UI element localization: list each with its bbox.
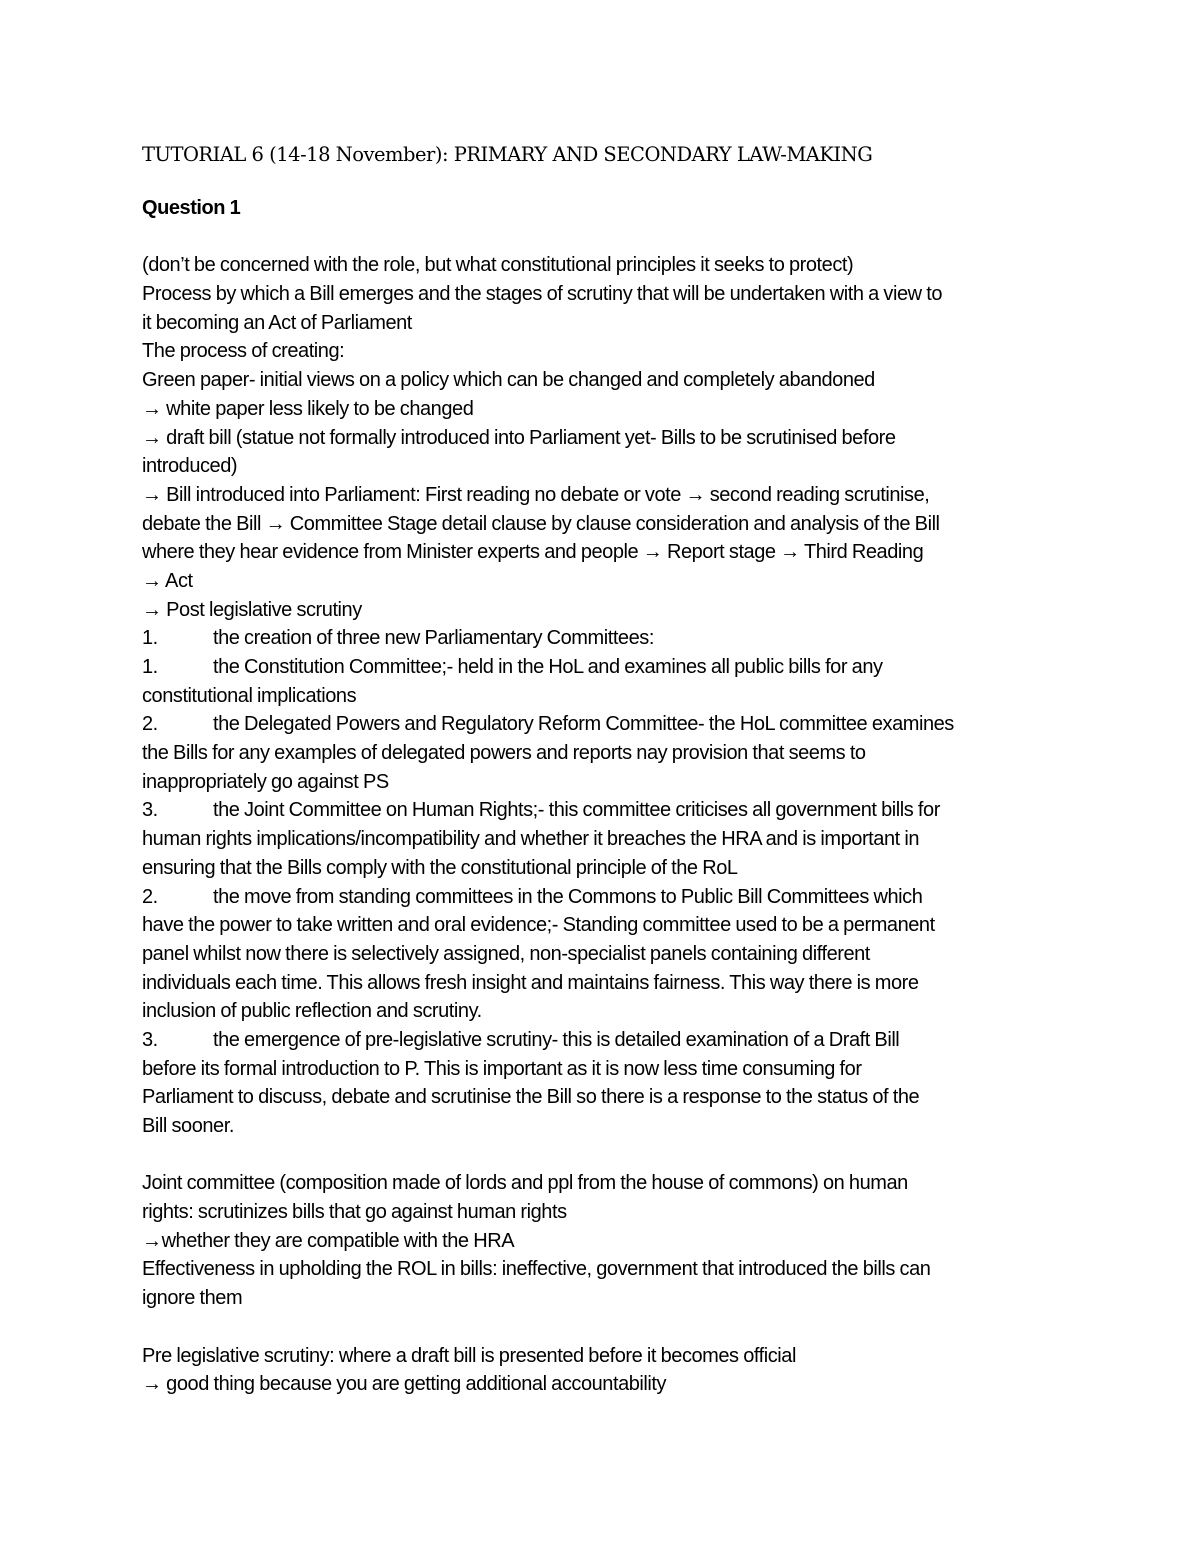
draft-bill-line-1: → draft bill (statue not formally introduced into Parliament yet- Bills to be scrutinised before [142,426,896,449]
list-item [142,653,1072,682]
list-text: have the power to take written and oral evidence;- Standing committee used to be a permanent [142,914,935,937]
list-number: 2. [142,713,158,736]
list-item [142,940,1072,969]
joint-committee-line-3-text: whether they are compatible with the HRA [161,1229,515,1252]
spacer [142,169,1072,194]
list-number: 2. [142,885,158,908]
bill-introduced-line-2: debate the Bill → Committee Stage detail clause by clause consideration and analysis of the Bill [142,512,940,535]
spacer [142,223,1072,252]
list-text: ensuring that the Bills comply with the constitutional principle of the RoL [142,856,738,879]
list-item [142,710,1072,739]
list-text: Bill sooner. [142,1115,234,1137]
bill-introduced-line-1: → Bill introduced into Parliament: First reading no debate or vote → second reading scrutinise, [142,483,930,506]
numbered-list [142,624,1072,1140]
list-item [142,1112,1072,1141]
list-number: 3. [142,1028,158,1051]
list-item [142,768,1072,797]
list-text: the emergence of pre-legislative scrutiny- this is detailed examination of a Draft Bill [213,1028,900,1051]
joint-committee-line-4: Effectiveness in upholding the ROL in bills: ineffective, government that introduced the bills can [142,1258,931,1281]
list-item [142,883,1072,912]
draft-bill-line-2: introduced) [142,455,238,478]
list-text: panel whilst now there is selectively assigned, non-specialist panels containing different [142,942,870,965]
list-item [142,911,1072,940]
list-text: Parliament to discuss, debate and scrutinise the Bill so there is a response to the status of the [142,1086,920,1109]
list-item [142,969,1072,998]
list-text: the Delegated Powers and Regulatory Reform Committee- the HoL committee examines [213,713,954,736]
list-item [142,624,1072,653]
list-text: before its formal introduction to P. This is important as it is now less time consuming for [142,1057,862,1080]
pre-legislative-line-2 [142,1370,1072,1399]
list-item [142,825,1072,854]
question-heading: Question 1 [142,197,241,219]
list-text: the move from standing committees in the Commons to Public Bill Committees which [213,885,923,908]
list-text: individuals each time. This allows fresh insight and maintains fairness. This way there is more [142,971,919,994]
list-item [142,739,1072,768]
list-item [142,1055,1072,1084]
intro-note: (don’t be concerned with the role, but what constitutional principles it seeks to protect) [142,254,854,277]
post-legislative-line: → Post legislative scrutiny [142,598,362,621]
bill-introduced-line-3: where they hear evidence from Minister experts and people → Report stage → Third Reading [142,541,924,564]
bill-introduced-line-4: → Act [142,569,193,592]
list-text: the Joint Committee on Human Rights;- this committee criticises all government bills for [213,799,940,822]
list-number: 3. [142,799,158,822]
process-line-1: Process by which a Bill emerges and the stages of scrutiny that will be undertaken with a view to [142,283,942,306]
process-of-creating: The process of creating: [142,340,345,363]
spacer [142,1141,1072,1170]
pre-legislative-line-2-text: good thing because you are getting additional accountability [166,1373,667,1396]
pre-legislative-line-1: Pre legislative scrutiny: where a draft bill is presented before it becomes official [142,1344,796,1367]
list-number: 1. [142,627,158,650]
list-text: inclusion of public reflection and scrutiny. [142,1000,482,1023]
list-item [142,1026,1072,1055]
document-title: TUTORIAL 6 (14-18 November): PRIMARY AND SECONDARY LAW-MAKING [142,143,873,166]
document-content [142,141,1072,1399]
joint-committee-line-3 [142,1227,1072,1256]
list-text: constitutional implications [142,684,357,707]
process-line-2: it becoming an Act of Parliament [142,311,412,334]
list-text: the Constitution Committee;- held in the HoL and examines all public bills for any [213,656,883,678]
list-item [142,682,1072,711]
document-body [142,169,1072,1399]
arrow-right-icon: → [142,1229,162,1252]
joint-committee-line-2: rights: scrutinizes bills that go against human rights [142,1201,567,1224]
list-text: human rights implications/incompatibility and whether it breaches the HRA and is important in [142,828,920,851]
green-paper-line: Green paper- initial views on a policy which can be changed and completely abandoned [142,369,875,392]
white-paper-line: → white paper less likely to be changed [142,397,474,420]
list-number: 1. [142,656,158,678]
list-item [142,854,1072,883]
list-text: the creation of three new Parliamentary Committees: [213,627,654,650]
joint-committee-line-1: Joint committee (composition made of lords and ppl from the house of commons) on human [142,1172,908,1195]
list-text: inappropriately go against PS [142,770,389,793]
list-item [142,796,1072,825]
spacer [142,1313,1072,1342]
arrow-right-icon: → [142,1373,162,1396]
list-item [142,997,1072,1026]
list-text: the Bills for any examples of delegated powers and reports nay provision that seems to [142,742,866,765]
list-item [142,1083,1072,1112]
joint-committee-line-5: ignore them [142,1287,243,1310]
